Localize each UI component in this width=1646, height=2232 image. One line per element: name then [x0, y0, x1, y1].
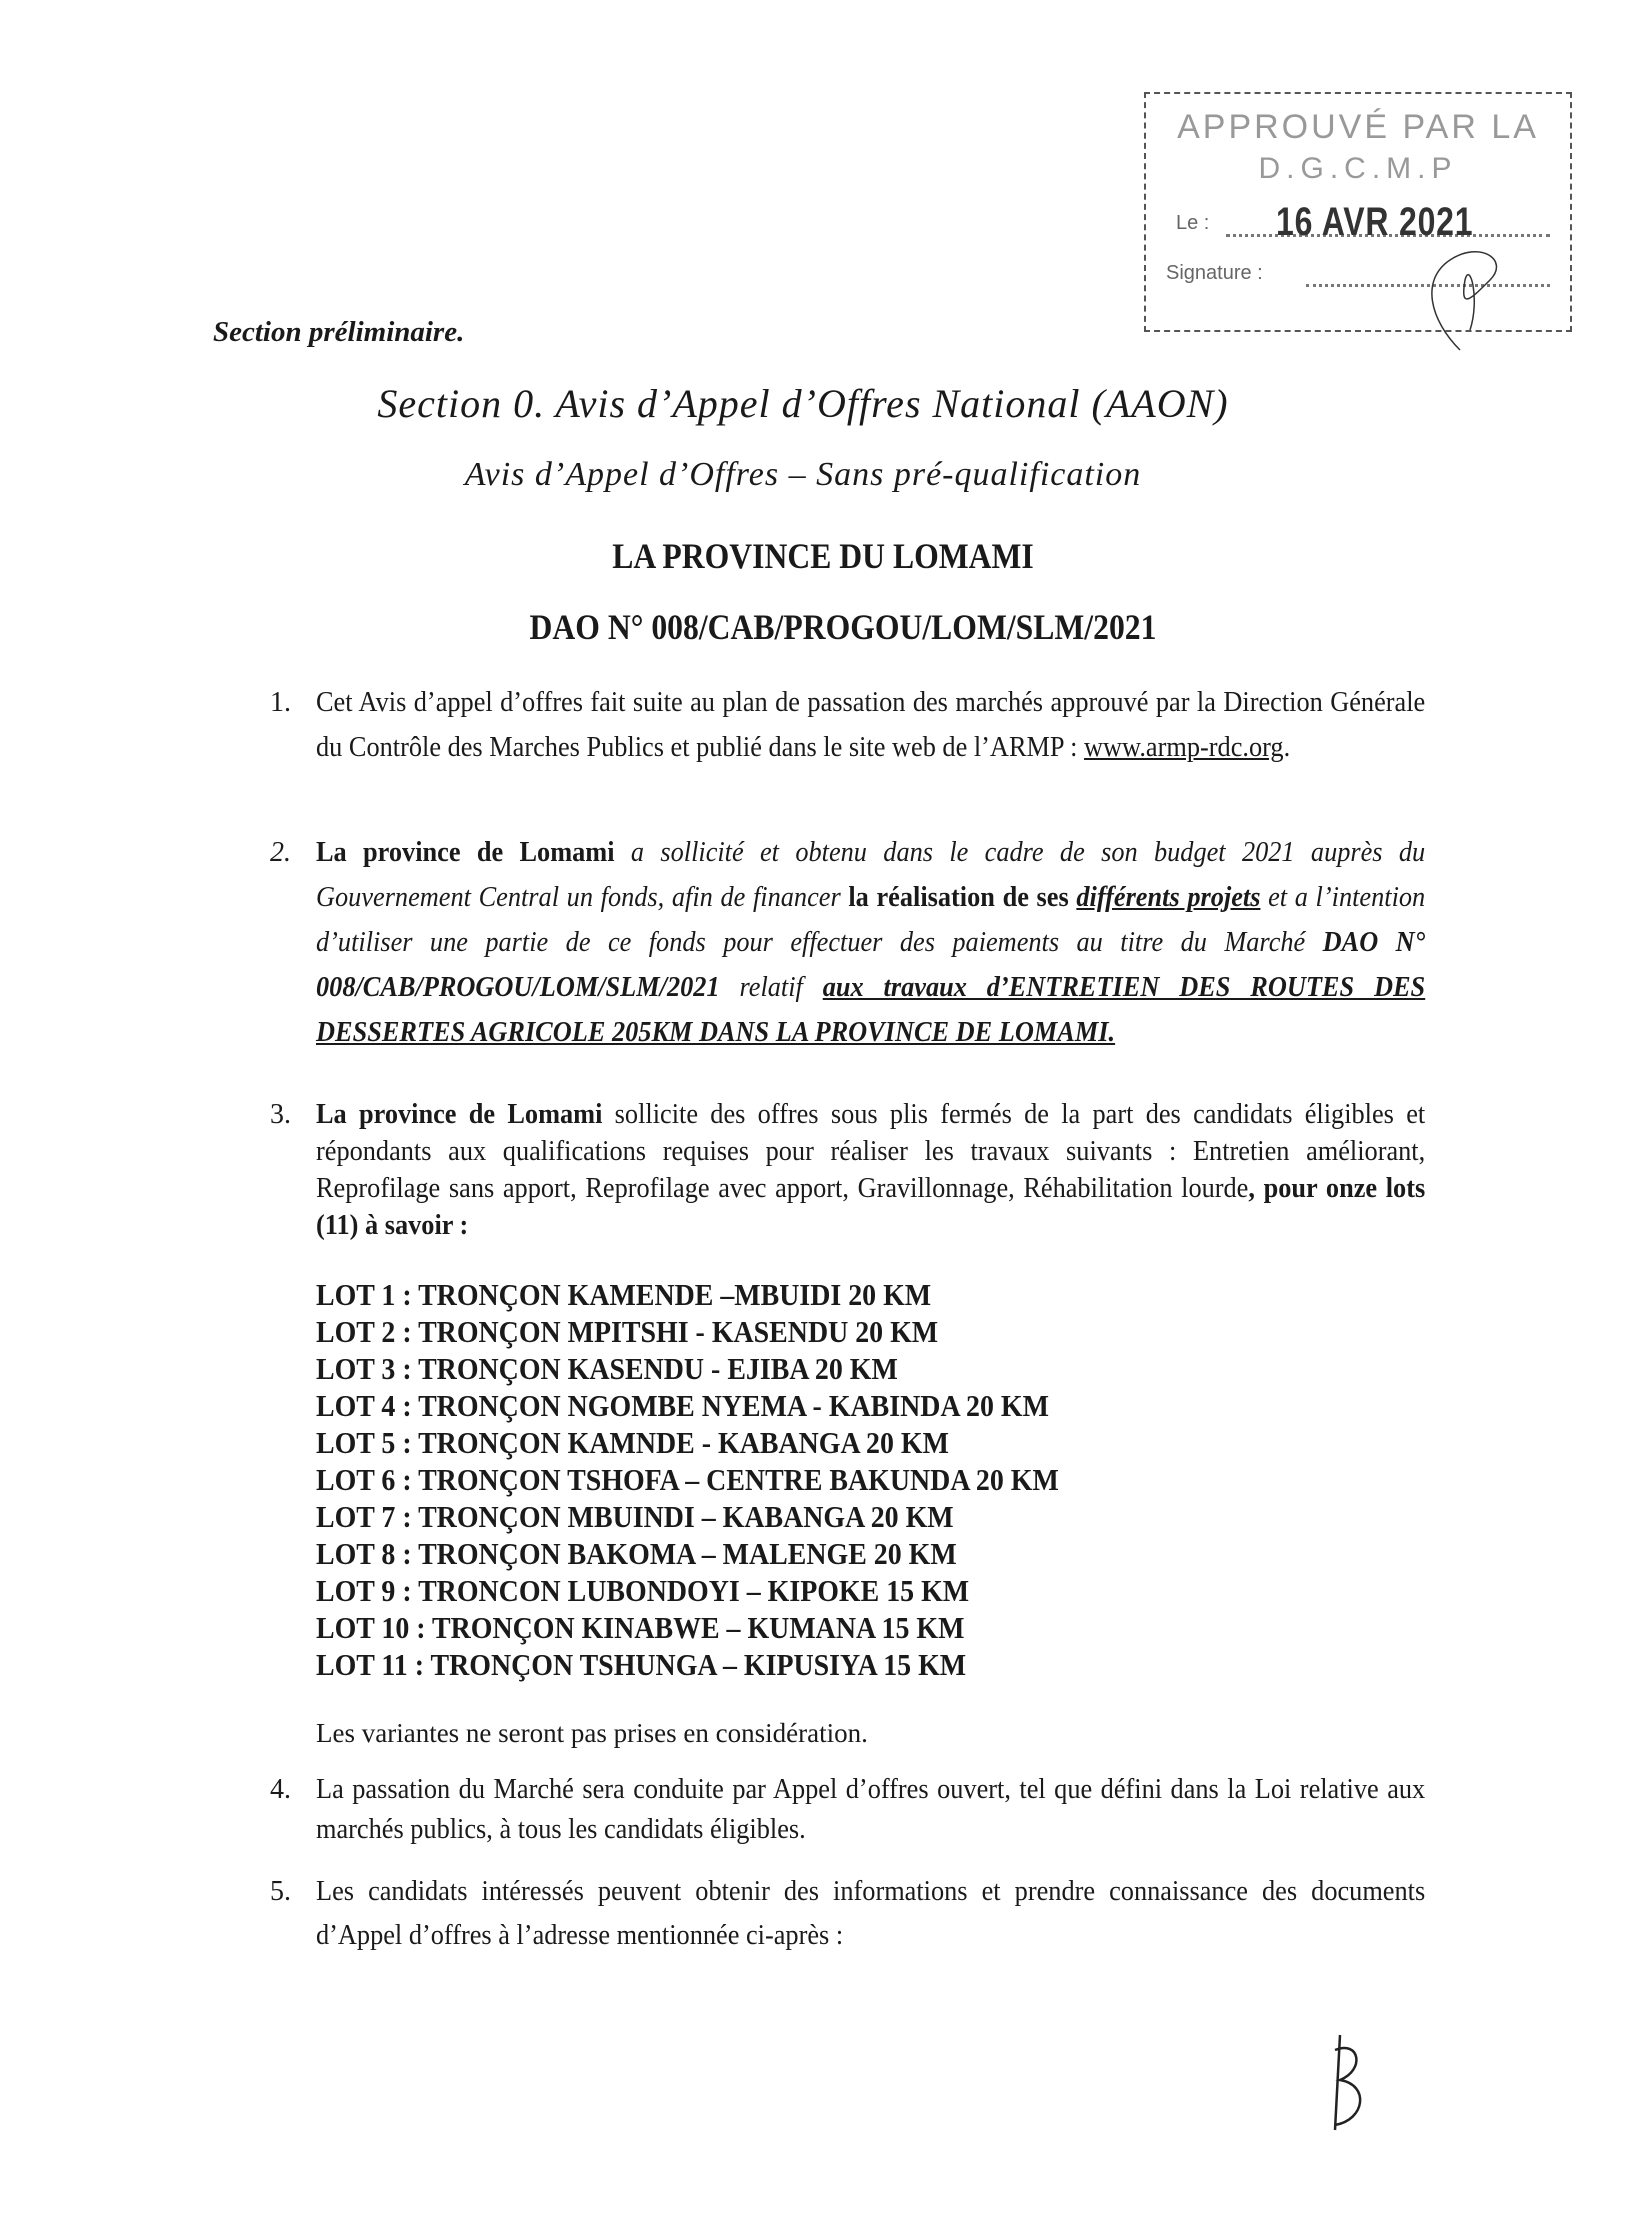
paragraph-4 — [270, 1770, 1430, 1850]
text-bold: La province de Lomami — [316, 837, 615, 868]
paragraph-number: 1. — [270, 687, 291, 718]
paragraph-number: 5. — [270, 1876, 291, 1907]
text-bold: la réalisation de ses — [848, 882, 1069, 913]
paragraph-text: Cet Avis d’appel d’offres fait suite au plan de passation des marchés approuvé par la Direction Générale du Contrôle des Marches Publics et publié dans le site web de l’ARMP : — [316, 687, 1426, 763]
page-subtitle: Avis d’Appel d’Offres – Sans pré-qualification — [464, 456, 1142, 493]
paragraph-text: La passation du Marché sera conduite par Appel d’offres ouvert, tel que défini dans la Loi relative aux marchés publics, à tous les candidats éligibles. — [316, 1774, 1426, 1845]
paragraph-number: 4. — [270, 1774, 291, 1805]
paragraph-text: sollicite des offres sous plis fermés de la part des candidats éligibles et répondants aux qualifications requises pour réaliser les travaux suivants : Entretien améliorant, Reprofilage sans apport, Reprofilage avec apport, Gravillonnage, Réhabilitation lourde — [316, 1099, 1426, 1204]
variantes-note: Les variantes ne seront pas prises en considération. — [316, 1718, 868, 1748]
lot-item: LOT 10 : TRONÇON KINABWE – KUMANA 15 KM — [316, 1610, 965, 1645]
lot-item: LOT 4 : TRONÇON NGOMBE NYEMA - KABINDA 20 KM — [316, 1388, 1049, 1423]
lot-item: LOT 9 : TRONCON LUBONDOYI – KIPOKE 15 KM — [316, 1573, 970, 1608]
handwritten-signature — [1420, 240, 1520, 360]
paragraph-text: Les candidats intéressés peuvent obtenir des informations et prendre connaissance des documents d’Appel d’offres à l’adresse mentionnée ci-après : — [316, 1876, 1426, 1951]
lots-list — [316, 1276, 1059, 1683]
text-bold-italic: différents projets — [1076, 882, 1261, 913]
text-italic: et a l’intention d’utiliser une partie de ce fonds pour effectuer des paiements au titre du Marché — [316, 882, 1426, 958]
armp-link[interactable]: www.armp-rdc.org — [1084, 732, 1284, 763]
lot-item: LOT 3 : TRONÇON KASENDU - EJIBA 20 KM — [316, 1351, 898, 1386]
stamp-date-label: Le : — [1176, 212, 1210, 234]
lot-item: LOT 1 : TRONÇON KAMENDE –MBUIDI 20 KM — [316, 1277, 932, 1312]
paragraph-3 — [270, 1096, 1430, 1244]
lot-item: LOT 2 : TRONÇON MPITSHI - KASENDU 20 KM — [316, 1314, 939, 1349]
lot-item: LOT 8 : TRONÇON BAKOMA – MALENGE 20 KM — [316, 1536, 957, 1571]
lot-item: LOT 6 : TRONÇON TSHOFA – CENTRE BAKUNDA 20 KM — [316, 1462, 1059, 1497]
paragraph-2 — [270, 830, 1430, 1055]
paragraph-end: . — [1283, 732, 1291, 763]
text-bold-italic: DAO N° 008/CAB/PROGOU/LOM/SLM/2021 — [316, 927, 1426, 1003]
stamp-date: 16 AVR 2021 — [1276, 200, 1474, 244]
page-title: Section 0. Avis d’Appel d’Offres National (AAON) — [377, 381, 1229, 426]
lot-item: LOT 5 : TRONÇON KAMNDE - KABANGA 20 KM — [316, 1425, 949, 1460]
text-bold: La province de Lomami — [316, 1099, 603, 1130]
section-label: Section préliminaire. — [213, 316, 465, 348]
paragraph-number: 3. — [270, 1099, 291, 1130]
text-bold-italic: aux travaux d’ENTRETIEN DES ROUTES DES DESSERTES AGRICOLE 205KM DANS LA PROVINCE DE LOMAMI. — [316, 972, 1426, 1048]
lot-item: LOT 11 : TRONÇON TSHUNGA – KIPUSIYA 15 KM — [316, 1647, 967, 1682]
province-heading: LA PROVINCE DU LOMAMI — [612, 536, 1034, 576]
text-italic: relatif — [719, 972, 803, 1003]
stamp-signature-label: Signature : — [1166, 262, 1263, 284]
handwritten-initial — [1320, 2030, 1380, 2140]
dao-reference: DAO N° 008/CAB/PROGOU/LOM/SLM/2021 — [529, 607, 1157, 647]
text-italic: a sollicité et obtenu dans le cadre de son budget 2021 auprès du Gouvernement Central un fonds, afin de financer — [316, 837, 1426, 913]
text-bold: , pour onze lots (11) à savoir : — [316, 1173, 1426, 1241]
paragraph-1 — [270, 680, 1430, 770]
paragraph-number: 2. — [270, 837, 291, 868]
stamp-line1: APPROUVÉ PAR LA — [1177, 108, 1539, 146]
lot-item: LOT 7 : TRONÇON MBUINDI – KABANGA 20 KM — [316, 1499, 954, 1534]
stamp-line2: D.G.C.M.P — [1258, 152, 1458, 185]
paragraph-5 — [270, 1870, 1430, 1958]
